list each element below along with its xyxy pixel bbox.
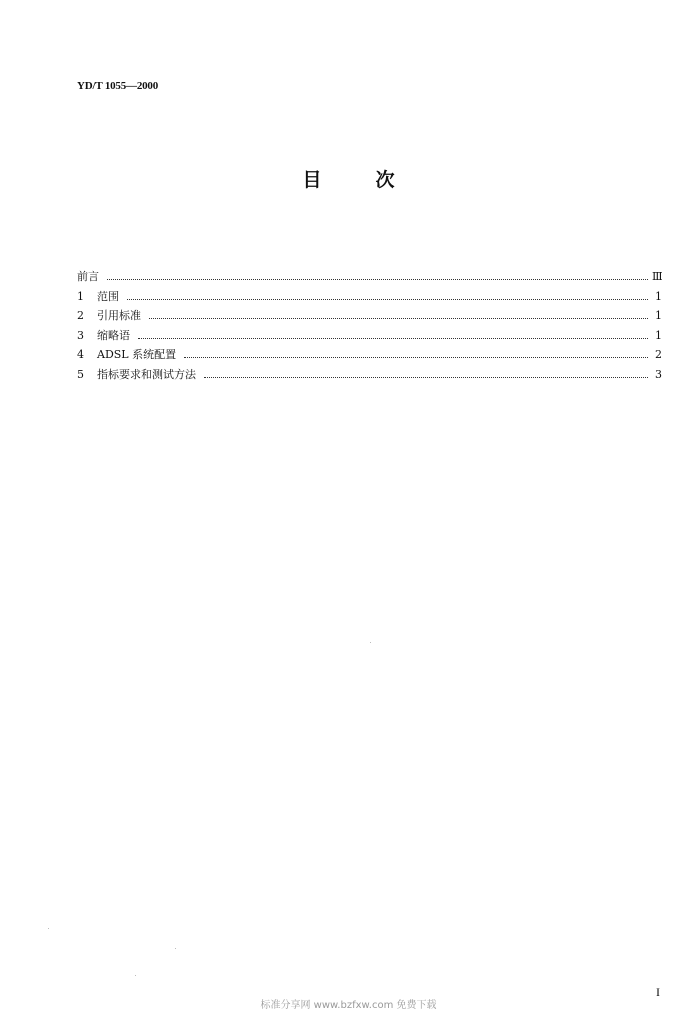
toc-number: 5 [77, 367, 84, 381]
toc-entry-adsl-config[interactable] [77, 345, 662, 365]
toc-leader [204, 375, 648, 378]
table-of-contents [77, 267, 662, 384]
watermark: 标准分享网 www.bzfxw.com 免费下载 [260, 1000, 437, 1011]
toc-entry-requirements[interactable] [77, 365, 662, 385]
toc-leader [184, 355, 648, 358]
standard-code: YD/T 1055—2000 [77, 80, 159, 92]
toc-page: 1 [655, 328, 662, 342]
toc-entry-abbreviations[interactable] [77, 326, 662, 346]
toc-label: 缩略语 [97, 328, 130, 342]
toc-label: 范围 [97, 289, 119, 303]
scan-speck [370, 642, 371, 643]
toc-number: 1 [77, 289, 84, 303]
toc-leader [107, 277, 648, 280]
scan-speck [48, 928, 49, 929]
toc-label: 前言 [77, 270, 99, 283]
toc-page: 1 [655, 309, 662, 322]
scan-speck [135, 975, 136, 976]
toc-number: 3 [77, 328, 84, 342]
toc-leader [138, 336, 648, 339]
toc-page: 1 [655, 289, 662, 303]
title-char-2: 次 [375, 169, 395, 191]
toc-number: 2 [77, 309, 84, 322]
toc-entry-foreword[interactable] [77, 267, 662, 287]
scan-speck [175, 948, 176, 949]
toc-entry-scope[interactable] [77, 287, 662, 307]
toc-page: Ⅲ [652, 270, 663, 283]
page-number: I [656, 985, 660, 999]
toc-page: 3 [655, 367, 662, 381]
toc-number: 4 [77, 348, 84, 361]
toc-leader [149, 316, 648, 319]
toc-label: ADSL 系统配置 [97, 348, 177, 361]
page-title [0, 165, 697, 192]
title-char-1: 目 [302, 169, 322, 191]
toc-label: 引用标准 [97, 309, 141, 322]
toc-leader [127, 297, 648, 300]
toc-entry-references[interactable] [77, 306, 662, 326]
toc-label: 指标要求和测试方法 [97, 367, 196, 381]
toc-page: 2 [655, 348, 662, 361]
